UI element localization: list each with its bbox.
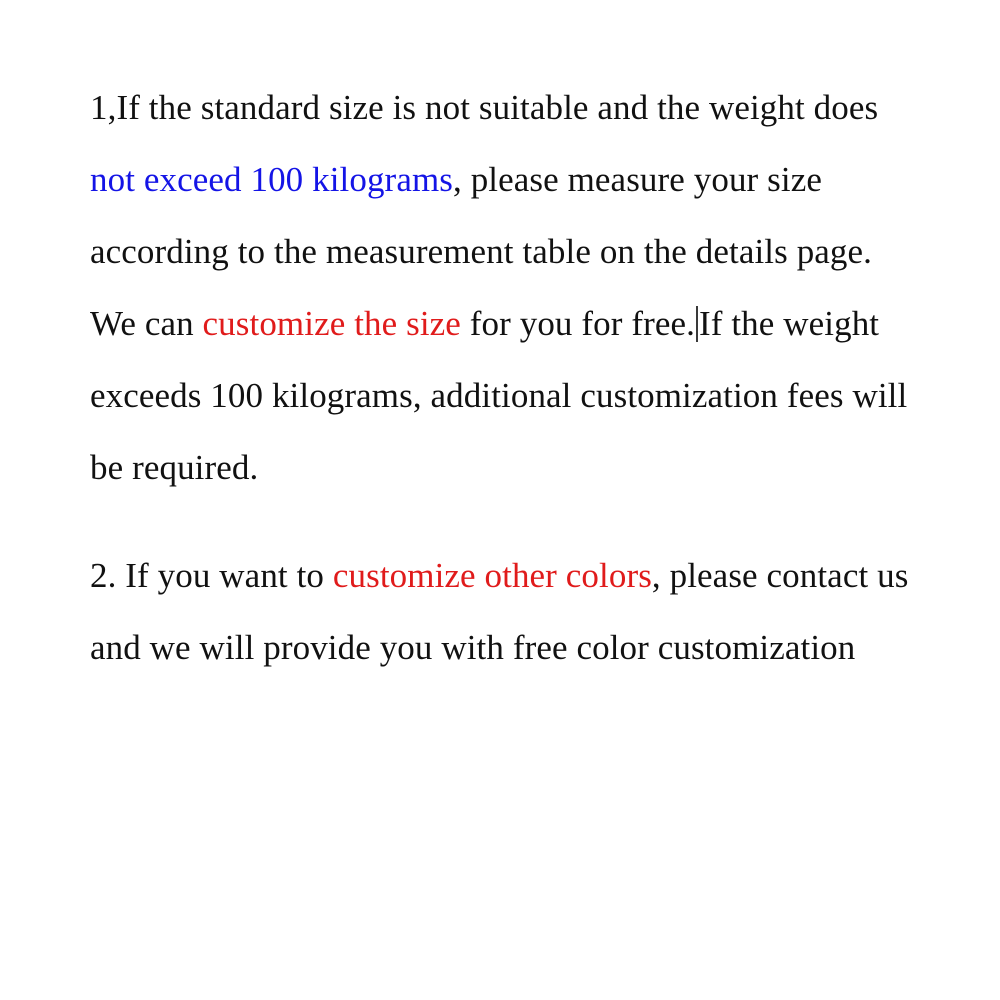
- text-run-black: 2. If you want to: [90, 556, 333, 595]
- text-run-black: 1,If the standard size is not suitable and the weight does: [90, 88, 879, 127]
- text-run-red: customize other colors: [332, 556, 652, 595]
- text-run-black: If the weight exceeds 100 kilograms, additional customization fees will be required.: [90, 304, 908, 487]
- text-run-black: , please contact us and we will provide you with free color customization: [90, 556, 909, 667]
- text-run-black: , please measure your size according to the measurement table on the details page. We can: [90, 160, 873, 343]
- paragraph-2: [90, 540, 910, 684]
- paragraph-1: [90, 72, 910, 504]
- text-run-black: for you for free.: [460, 304, 695, 343]
- text-run-red: customize the size: [202, 304, 461, 343]
- text-cursor: [696, 306, 698, 342]
- text-run-blue: not exceed 100 kilograms: [90, 160, 453, 199]
